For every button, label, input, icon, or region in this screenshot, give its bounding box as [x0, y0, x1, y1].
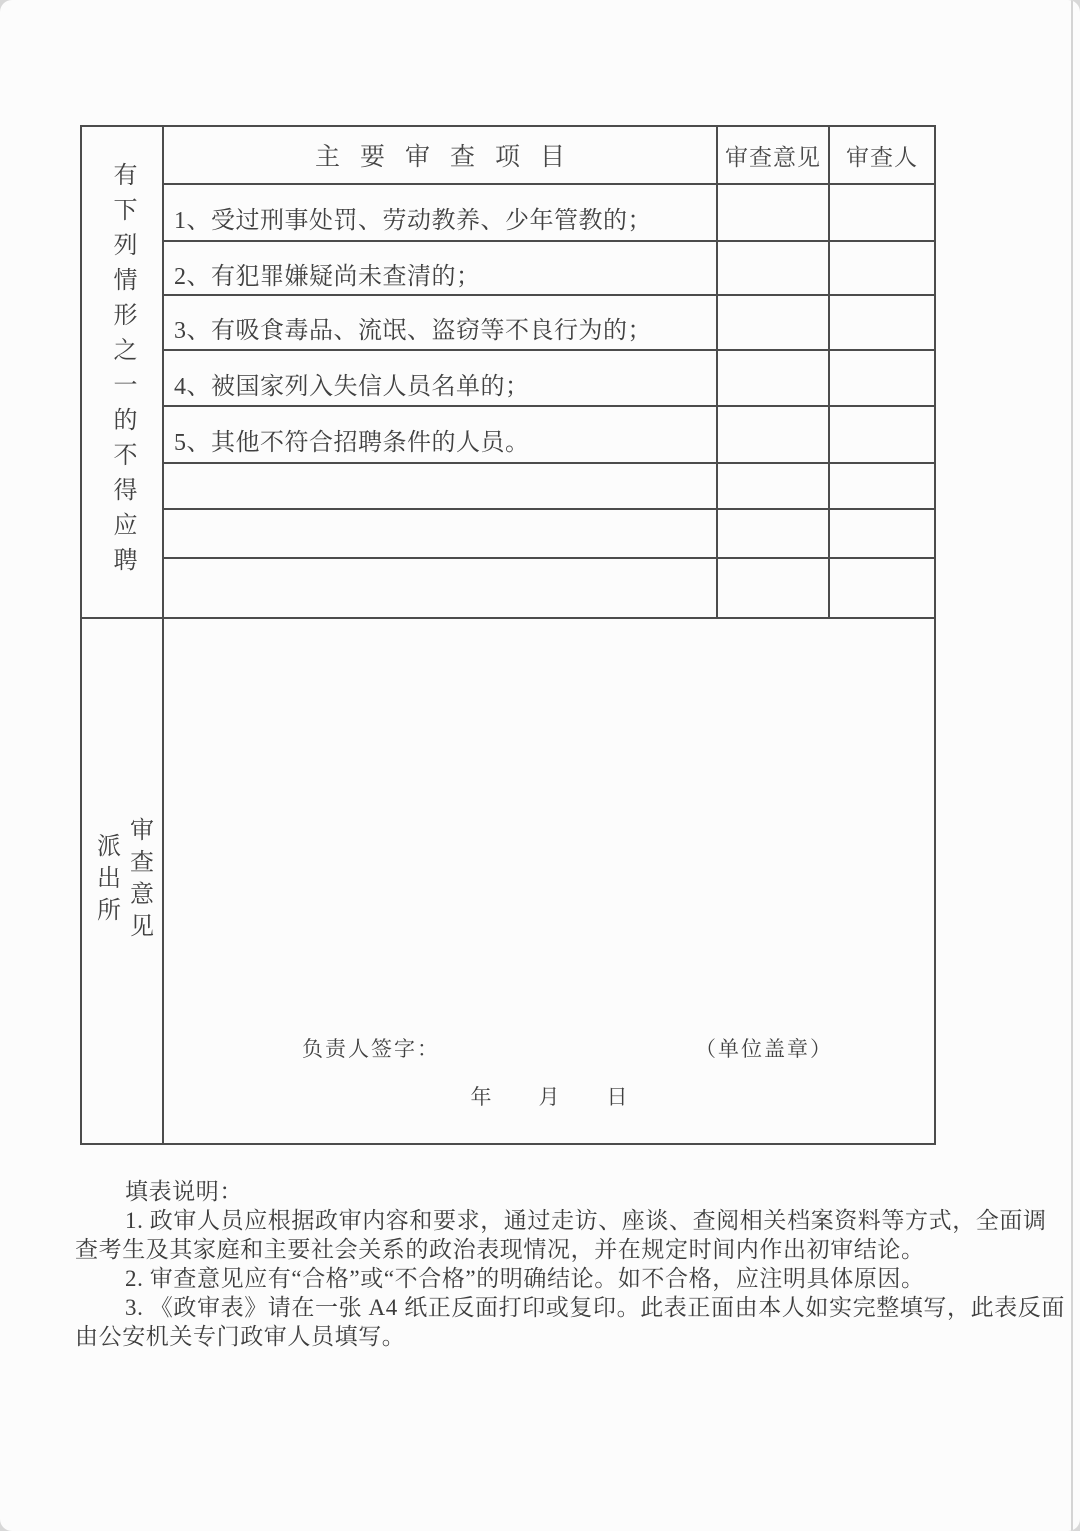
- item-text: 5、其他不符合招聘条件的人员。: [174, 430, 530, 456]
- instruction-line: 由公安机关专门政审人员填写。: [75, 1324, 406, 1349]
- reviewer-cell-empty: [828, 296, 934, 349]
- instructions-title: 填表说明：: [125, 1179, 243, 1204]
- date-line: [164, 1081, 934, 1111]
- disqualification-row-header-cell: [82, 127, 164, 617]
- form-instructions: [75, 1177, 1066, 1351]
- opinion-cell-empty: [716, 559, 828, 617]
- item-cell-empty: [164, 559, 716, 617]
- item-cell-empty: [164, 464, 716, 508]
- item-text: 2、有犯罪嫌疑尚未查清的；: [174, 263, 481, 290]
- header-reviewer: 审查人: [828, 127, 934, 183]
- reviewer-cell-empty: [828, 351, 934, 405]
- header-main-items: 主要审查项目: [314, 144, 585, 171]
- instruction-line: 查考生及其家庭和主要社会关系的政治表现情况，并在规定时间内作出初审结论。: [75, 1237, 925, 1262]
- item-cell: [164, 407, 716, 462]
- instruction-line: 2. 审查意见应有“合格”或“不合格”的明确结论。如不合格，应注明具体原因。: [125, 1266, 925, 1291]
- item-cell: [164, 242, 716, 294]
- disqualification-section: [82, 127, 934, 619]
- opinion-cell-empty: [716, 407, 828, 462]
- table-row-empty: [164, 559, 934, 617]
- table-row: [164, 351, 934, 407]
- table-row: [164, 407, 934, 464]
- table-row-empty: [164, 510, 934, 559]
- police-station-row-header-cell: [82, 619, 164, 1143]
- item-cell: [164, 296, 716, 349]
- instruction-line: 3. 《政审表》请在一张 A4 纸正反面打印或复印。此表正面由本人如实完整填写，此表反面: [125, 1295, 1066, 1320]
- opinion-writing-area: [164, 619, 934, 1143]
- responsible-signature-label: 负责人签字：: [302, 1037, 440, 1061]
- date-day-label: 日: [606, 1085, 628, 1109]
- opinion-cell-empty: [716, 510, 828, 557]
- reviewer-cell-empty: [828, 510, 934, 557]
- police-station-opinion-section: [82, 619, 934, 1143]
- reviewer-cell-empty: [828, 407, 934, 462]
- opinion-cell-empty: [716, 351, 828, 405]
- table-row: [164, 296, 934, 351]
- review-table: [80, 125, 936, 1145]
- reviewer-cell-empty: [828, 185, 934, 240]
- table-row: [164, 185, 934, 242]
- reviewer-cell-empty: [828, 464, 934, 508]
- opinion-cell-empty: [716, 464, 828, 508]
- header-review-opinion: 审查意见: [716, 127, 828, 183]
- page-scan-edge: [1071, 0, 1073, 1531]
- review-opinion-vertical-label: 审查意见: [125, 817, 152, 945]
- disqualification-vertical-label: 有下列情形之一的不得应聘: [109, 162, 135, 582]
- police-station-vertical-label: 派出所: [92, 833, 119, 929]
- date-year-label: 年: [470, 1085, 492, 1109]
- item-cell: [164, 185, 716, 240]
- opinion-cell-empty: [716, 242, 828, 294]
- item-text: 1、受过刑事处罚、劳动教养、少年管教的；: [174, 208, 652, 234]
- reviewer-cell-empty: [828, 559, 934, 617]
- item-text: 4、被国家列入失信人员名单的；: [174, 373, 530, 400]
- date-month-label: 月: [538, 1085, 560, 1109]
- opinion-cell-empty: [716, 185, 828, 240]
- table-header-row: [164, 127, 934, 185]
- disqualification-grid: [164, 127, 934, 617]
- unit-seal-label: （单位盖章）: [695, 1037, 833, 1061]
- opinion-cell-empty: [716, 296, 828, 349]
- table-row: [164, 242, 934, 296]
- item-cell-empty: [164, 510, 716, 557]
- item-text: 3、有吸食毒品、流氓、盗窃等不良行为的；: [174, 318, 652, 344]
- item-cell: [164, 351, 716, 405]
- reviewer-cell-empty: [828, 242, 934, 294]
- table-row-empty: [164, 464, 934, 510]
- instruction-line: 1. 政审人员应根据政审内容和要求，通过走访、座谈、查阅相关档案资料等方式，全面调: [125, 1208, 1047, 1233]
